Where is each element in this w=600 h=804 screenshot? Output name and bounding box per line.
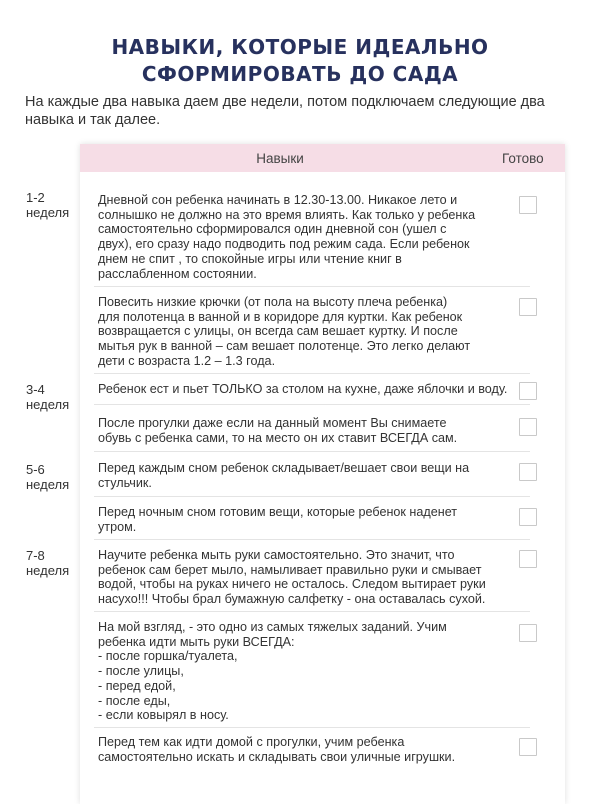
row-divider [94,727,530,728]
done-checkbox[interactable] [519,550,537,568]
skill-item-day-nap: Дневной сон ребенка начинать в 12.30-13.00. Никакое лето и солнышко не должно на это время влиять. Как только у ребенка самостоятельно сформировался один дневной сон (ушел с двух), его сразу надо подводить под режим сада. Если ребенок днем не спит , то спокойные игры или чтение книг в расслабленном состоянии. [98,193,476,281]
row-divider [94,286,530,287]
week-word: неделя [26,397,70,412]
skill-item-eat-at-table: Ребенок ест и пьет ТОЛЬКО за столом на кухне, даже яблочки и воду. [98,382,508,396]
row-divider [94,451,530,452]
week-range: 3-4 [26,382,45,397]
week-word: неделя [26,477,70,492]
header-skills: Навыки [256,151,304,166]
skill-item-fold-clothes: Перед каждым сном ребенок складывает/вешает свои вещи на стульчик. [98,461,470,490]
week-label-7-8 [26,548,69,578]
row-divider [94,404,530,405]
done-checkbox[interactable] [519,463,537,481]
skill-item-prepare-clothes: Перед ночным сном готовим вещи, которые ребенок наденет утром. [98,505,458,534]
done-checkbox[interactable] [519,196,537,214]
page-subtitle: На каждые два навыка даем две недели, потом подключаем следующие два навыка и так далее. [25,94,545,128]
week-word: неделя [26,563,70,578]
done-checkbox[interactable] [519,382,537,400]
done-checkbox[interactable] [519,298,537,316]
row-divider [94,539,530,540]
header-done: Готово [502,151,544,166]
row-divider [94,611,530,612]
week-range: 5-6 [26,462,45,477]
skill-item-hands-always: На мой взгляд, - это одно из самых тяжелых заданий. Учим ребенка идти мыть руки ВСЕГДА: - после горшка/туалета, - после улицы, - перед едой, - после еды, - если ковырял в носу. [98,620,447,723]
week-word: неделя [26,205,70,220]
week-range: 7-8 [26,548,45,563]
skill-item-shoes: После прогулки даже если на данный момент Вы снимаете обувь с ребенка сами, то на место он их ставит ВСЕГДА сам. [98,416,458,445]
skill-item-wash-hands: Научите ребенка мыть руки самостоятельно. Это значит, что ребенок сам берет мыло, намыливает правильно руки и смывает водой, чтобы на руках ничего не осталось. Следом вытирает руки насухо!!! Чтобы брал бумажную салфетку - она оставалась сухой. [98,548,486,607]
done-checkbox[interactable] [519,508,537,526]
week-range: 1-2 [26,190,45,205]
table-header [80,144,565,172]
skill-item-collect-toys: Перед тем как идти домой с прогулки, учим ребенка самостоятельно искать и складывать свои уличные игрушки. [98,735,456,764]
done-checkbox[interactable] [519,624,537,642]
page-title [0,34,600,88]
week-label-3-4 [26,382,69,412]
page-title-line-1: НАВЫКИ, КОТОРЫЕ ИДЕАЛЬНО [111,35,489,59]
row-divider [94,373,530,374]
done-checkbox[interactable] [519,418,537,436]
done-checkbox[interactable] [519,738,537,756]
row-divider [94,496,530,497]
page-title-line-2: СФОРМИРОВАТЬ ДО САДА [141,62,459,86]
week-label-5-6 [26,462,69,492]
skill-item-hooks: Повесить низкие крючки (от пола на высоту плеча ребенка) для полотенца в ванной и в коридоре для куртки. Как ребенок возвращается с улицы, он всегда сам вешает куртку. И после мытья рук в ванной – сам вешает полотенце. Это легко делают дети с возраста 1.2 – 1.3 года. [98,295,471,368]
week-label-1-2 [26,190,69,220]
